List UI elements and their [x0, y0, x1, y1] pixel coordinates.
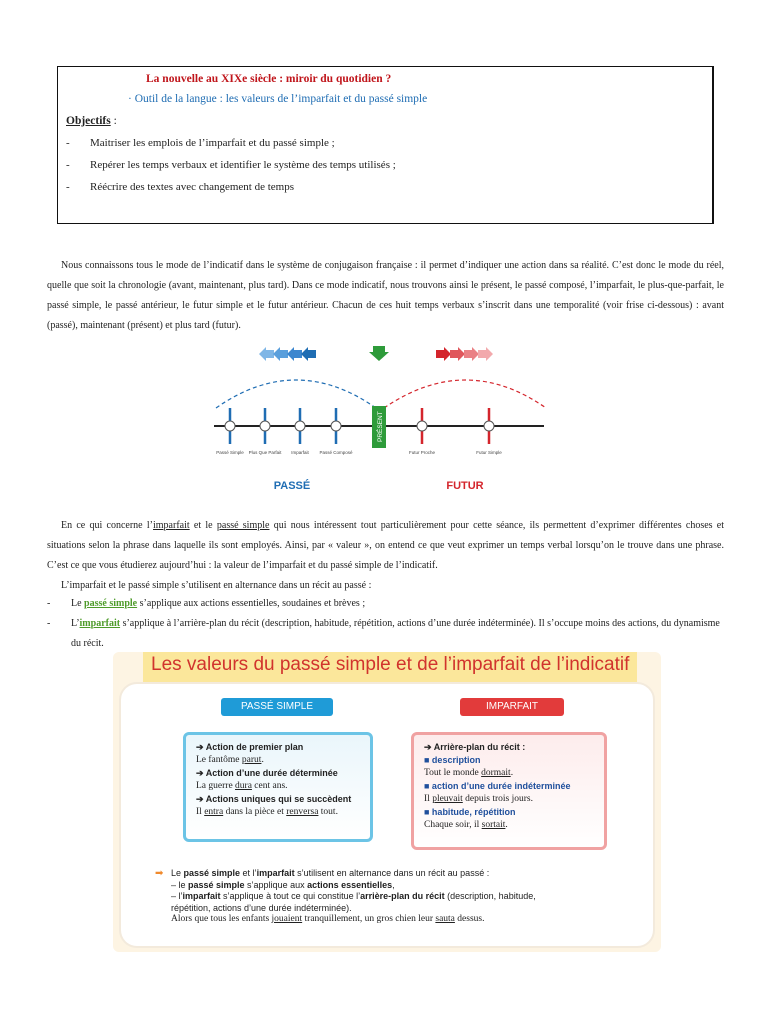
intro-paragraph: Nous connaissons tous le mode de l’indicatif dans le système de conjugaison française : il permet d’indiquer une action dans sa réalité. C’est donc le mode du réel, quelle que soit la chronologie (avant, maintenant, plus tard). Dans ce mode indicatif, nous trouvons ainsi le présent, le passé composé, l’imparfait, le plus-que-parfait, le passé simple, le passé antérieur, le futur simple et le futur antérieur. Chacun de ces huit temps verbaux s’inscrit dans une temporalité (voir frise ci-dessous) : avant (passé), maintenant (présent) et plus tard (futur).: [47, 260, 724, 331]
past-arrows-icon: [259, 347, 316, 361]
tick-label: Passé Composé: [319, 450, 353, 455]
values-list: [47, 594, 724, 654]
tick-label: Imparfait: [291, 450, 309, 455]
tick-label: Futur Proche: [408, 450, 436, 455]
orange-arrow-icon: ➡: [155, 868, 164, 879]
tense-timeline: [210, 338, 550, 498]
tick-label: Plus Que Parfait: [248, 450, 282, 455]
objective-item: - Maitriser les emplois de l’imparfait et du passé simple ;: [66, 137, 335, 149]
list-item: - Le passé simple s’applique aux actions essentielles, soudaines et brèves ;: [47, 598, 366, 609]
summary-note: ➡ Le passé simple et l’imparfait s’utilisent en alternance dans un récit au passé : – le passé simple s’applique aux actions essentielles, – l’imparfait s’applique à tout ce qui constitue l’arrière-plan du récit (description, habitude, répétition, actions d’une durée indéterminée). Alors que tous les enfants jouaient tranquillement, un gros chien leur sauta dessus.: [155, 868, 536, 924]
objective-item: - Réécrire des textes avec changement de temps: [66, 181, 295, 193]
passe-label: PASSÉ: [273, 480, 311, 492]
passe-simple-tag: PASSÉ SIMPLE: [221, 698, 333, 716]
imparfait-column: ➔ Arrière-plan du récit : ■ description Tout le monde dormait. ■ action d’une durée indéterminée Il pleuvait depuis trois jours. ■ habitude, répétition Chaque soir, il sortait.: [411, 732, 607, 850]
values-paragraph: En ce qui concerne l’imparfait et le passé simple qui nous intéressent tout particulièrement pour cette séance, ils permettent d’exprimer différentes choses et situations selon la phrase dans laquelle ils sont employés. Ainsi, par « valeur », on entend ce que veut exprimer un temps verbal lorsqu’on le trouve dans une phrase. C’est ce que vous étudierez aujourd’hui : la valeur de l’imparfait et du passé simple de l’indicatif. L’imparfait et le passé simple s’utilisent en alternance dans un récit au passé :: [47, 520, 725, 591]
present-label: PRÉSENT: [377, 411, 384, 442]
figure-panel: [119, 682, 655, 948]
futur-label: FUTUR: [446, 480, 484, 492]
lesson-subtitle: · Outil de la langue : les valeurs de l’imparfait et du passé simple: [128, 93, 428, 105]
objectives-list: [66, 137, 396, 203]
objectives-heading: Objectifs :: [66, 115, 117, 127]
present-arrow-icon: [369, 346, 389, 361]
tick-label: Futur Simple: [476, 450, 502, 455]
lesson-header-box: [57, 66, 714, 224]
tick-label: Passé Simple: [216, 450, 244, 455]
future-arrows-icon: [436, 347, 493, 361]
passe-simple-column: ➔ Action de premier plan Le fantôme parut. ➔ Action d’une durée déterminée La guerre dura cent ans. ➔ Actions uniques qui se succèdent Il entra dans la pièce et renversa tout.: [183, 732, 373, 842]
values-summary-figure: [113, 652, 661, 952]
list-item: - L’imparfait s’applique à l’arrière-plan du récit (description, habitude, répétition, actions d’une durée indéterminée). Il s’occupe moins des actions, du dynamisme du récit.: [47, 618, 720, 649]
lesson-title: La nouvelle au XIXe siècle : miroir du quotidien ?: [146, 73, 392, 85]
objective-item: - Repérer les temps verbaux et identifier le système des temps utilisés ;: [66, 159, 396, 171]
imparfait-tag: IMPARFAIT: [460, 698, 564, 716]
figure-title: Les valeurs du passé simple et de l’imparfait de l’indicatif: [143, 652, 637, 682]
